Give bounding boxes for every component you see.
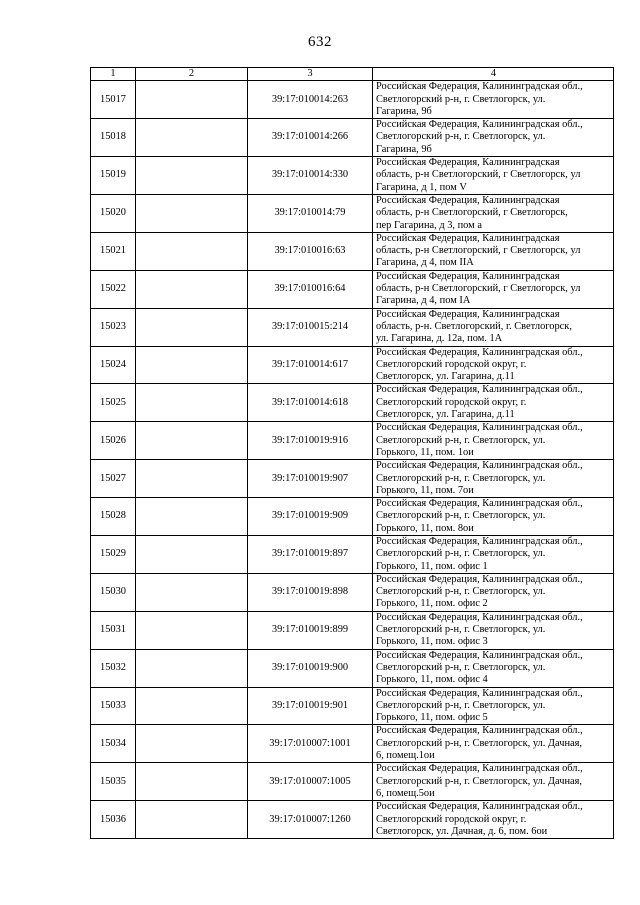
address-line: пер Гагарина, д 3, пом а: [376, 219, 482, 231]
column-2-cell: [136, 346, 248, 384]
cadastral-number-cell: 39:17:010014:266: [248, 119, 373, 157]
address-line: Российская Федерация, Калининградская обл.,: [376, 498, 583, 510]
address-cell: [373, 157, 614, 195]
address-cell: [373, 611, 614, 649]
address-line: область, р-н Светлогорский, г Светлогорск, ул: [376, 169, 581, 181]
cadastral-number-cell: 39:17:010007:1005: [248, 763, 373, 801]
row-number-cell: 15036: [91, 801, 136, 839]
row-number-cell: 15021: [91, 232, 136, 270]
table-row: [91, 460, 614, 498]
cadastral-number-cell: 39:17:010016:64: [248, 270, 373, 308]
column-2-cell: [136, 687, 248, 725]
table-row: [91, 573, 614, 611]
address-line: Светлогорский р-н, г. Светлогорск, ул.: [376, 131, 546, 143]
address-line: Российская Федерация, Калининградская обл.,: [376, 81, 583, 93]
address-line: Светлогорский р-н, г. Светлогорск, ул.: [376, 548, 546, 560]
address-line: Российская Федерация, Калининградская обл.,: [376, 460, 583, 472]
address-cell: [373, 232, 614, 270]
address-line: ул. Гагарина, д. 12а, пом. 1А: [376, 333, 503, 345]
address-line: Светлогорский р-н, г. Светлогорск, ул. Дачная,: [376, 737, 582, 749]
cadastral-number-cell: 39:17:010019:898: [248, 573, 373, 611]
table-row: [91, 81, 614, 119]
address-line: область, р-н Светлогорский, г Светлогорск,: [376, 207, 568, 219]
address-line: Горького, 11, пом. офис 1: [376, 560, 488, 572]
address-line: Российская Федерация, Калининградская обл.,: [376, 422, 583, 434]
address-cell: [373, 649, 614, 687]
row-number-cell: 15024: [91, 346, 136, 384]
table-row: [91, 232, 614, 270]
cadastral-number-cell: 39:17:010019:897: [248, 535, 373, 573]
column-2-cell: [136, 460, 248, 498]
table-row: [91, 422, 614, 460]
registry-table: [90, 67, 614, 839]
row-number-cell: 15034: [91, 725, 136, 763]
address-cell: [373, 460, 614, 498]
address-line: Светлогорский р-н, г. Светлогорск, ул.: [376, 699, 546, 711]
row-number-cell: 15022: [91, 270, 136, 308]
cadastral-number-cell: 39:17:010014:79: [248, 194, 373, 232]
cadastral-number-cell: 39:17:010007:1001: [248, 725, 373, 763]
address-line: Светлогорск, ул. Гагарина, д.11: [376, 409, 515, 421]
address-line: Светлогорский р-н, г. Светлогорск, ул.: [376, 434, 546, 446]
address-line: Светлогорск, ул. Дачная, д. 6, пом. 6ои: [376, 825, 548, 837]
address-line: Российская Федерация, Калининградская обл.,: [376, 801, 583, 813]
address-line: Светлогорский р-н, г. Светлогорск, ул.: [376, 472, 546, 484]
address-line: Российская Федерация, Калининградская обл.,: [376, 725, 583, 737]
address-line: Горького, 11, пом. офис 4: [376, 674, 488, 686]
cadastral-number-cell: 39:17:010019:909: [248, 498, 373, 536]
address-cell: [373, 384, 614, 422]
column-2-cell: [136, 119, 248, 157]
table-row: [91, 611, 614, 649]
column-2-cell: [136, 308, 248, 346]
address-line: Российская Федерация, Калининградская обл.,: [376, 573, 583, 585]
address-line: Светлогорский городской округ, г.: [376, 358, 527, 370]
table-row: [91, 194, 614, 232]
cadastral-number-cell: 39:17:010014:618: [248, 384, 373, 422]
cadastral-number-cell: 39:17:010019:916: [248, 422, 373, 460]
address-line: Горького, 11, пом. 7ои: [376, 484, 474, 496]
address-line: Гагарина, 9б: [376, 143, 432, 155]
column-2-cell: [136, 573, 248, 611]
address-line: Светлогорский р-н, г. Светлогорск, ул.: [376, 586, 546, 598]
address-line: Светлогорский р-н, г. Светлогорск, ул.: [376, 510, 546, 522]
cadastral-number-cell: 39:17:010019:899: [248, 611, 373, 649]
address-line: Российская Федерация, Калининградская обл.,: [376, 611, 583, 623]
column-4-header: 4: [373, 68, 614, 81]
column-2-cell: [136, 232, 248, 270]
address-line: Российская Федерация, Калининградская обл.,: [376, 384, 583, 396]
address-line: Горького, 11, пом. офис 2: [376, 598, 488, 610]
address-line: Гагарина, 9б: [376, 105, 432, 117]
row-number-cell: 15028: [91, 498, 136, 536]
address-cell: [373, 725, 614, 763]
address-line: Гагарина, д 4, пом IIА: [376, 257, 474, 269]
column-2-cell: [136, 649, 248, 687]
table-row: [91, 763, 614, 801]
row-number-cell: 15019: [91, 157, 136, 195]
cadastral-number-cell: 39:17:010016:63: [248, 232, 373, 270]
address-cell: [373, 119, 614, 157]
table-row: [91, 498, 614, 536]
row-number-cell: 15033: [91, 687, 136, 725]
table-row: [91, 308, 614, 346]
address-cell: [373, 81, 614, 119]
table-row: [91, 270, 614, 308]
row-number-cell: 15027: [91, 460, 136, 498]
table-row: [91, 346, 614, 384]
row-number-cell: 15025: [91, 384, 136, 422]
address-line: Российская Федерация, Калининградская обл.,: [376, 687, 583, 699]
column-2-cell: [136, 498, 248, 536]
address-line: Светлогорск, ул. Гагарина, д.11: [376, 371, 515, 383]
address-line: Гагарина, д 1, пом V: [376, 181, 467, 193]
column-2-cell: [136, 384, 248, 422]
address-cell: [373, 687, 614, 725]
column-2-cell: [136, 422, 248, 460]
row-number-cell: 15020: [91, 194, 136, 232]
address-line: область, р-н Светлогорский, г Светлогорск, ул: [376, 245, 581, 257]
row-number-cell: 15018: [91, 119, 136, 157]
column-1-header: 1: [91, 68, 136, 81]
column-3-header: 3: [248, 68, 373, 81]
column-2-cell: [136, 194, 248, 232]
address-cell: [373, 763, 614, 801]
address-line: Российская Федерация, Калининградская обл.,: [376, 346, 583, 358]
address-line: Горького, 11, пом. 8ои: [376, 522, 474, 534]
address-line: Российская Федерация, Калининградская: [376, 157, 560, 169]
address-line: Горького, 11, пом. офис 5: [376, 712, 488, 724]
address-cell: [373, 308, 614, 346]
cadastral-number-cell: 39:17:010014:263: [248, 81, 373, 119]
address-line: Российская Федерация, Калининградская обл.,: [376, 119, 583, 131]
address-line: 6, помещ.5ои: [376, 787, 435, 799]
address-line: Российская Федерация, Калининградская обл.,: [376, 763, 583, 775]
address-line: Светлогорский р-н, г. Светлогорск, ул.: [376, 93, 546, 105]
column-2-cell: [136, 270, 248, 308]
table-row: [91, 384, 614, 422]
cadastral-number-cell: 39:17:010019:900: [248, 649, 373, 687]
row-number-cell: 15031: [91, 611, 136, 649]
table-row: [91, 157, 614, 195]
cadastral-number-cell: 39:17:010014:330: [248, 157, 373, 195]
cadastral-number-cell: 39:17:010007:1260: [248, 801, 373, 839]
row-number-cell: 15030: [91, 573, 136, 611]
table-row: [91, 649, 614, 687]
address-cell: [373, 194, 614, 232]
row-number-cell: 15035: [91, 763, 136, 801]
cadastral-number-cell: 39:17:010019:901: [248, 687, 373, 725]
column-2-cell: [136, 535, 248, 573]
row-number-cell: 15017: [91, 81, 136, 119]
address-line: Светлогорский р-н, г. Светлогорск, ул.: [376, 661, 546, 673]
column-number-header-row: [91, 68, 614, 81]
row-number-cell: 15026: [91, 422, 136, 460]
column-2-cell: [136, 611, 248, 649]
cadastral-number-cell: 39:17:010014:617: [248, 346, 373, 384]
address-line: Светлогорский р-н, г. Светлогорск, ул. Дачная,: [376, 775, 582, 787]
column-2-cell: [136, 81, 248, 119]
address-line: Российская Федерация, Калининградская: [376, 308, 560, 320]
address-line: область, р-н Светлогорский, г Светлогорск, ул: [376, 283, 581, 295]
address-cell: [373, 422, 614, 460]
address-line: Горького, 11, пом. 1ои: [376, 446, 474, 458]
table-row: [91, 801, 614, 839]
column-2-cell: [136, 763, 248, 801]
page-number: 632: [308, 34, 332, 50]
cadastral-number-cell: 39:17:010019:907: [248, 460, 373, 498]
table-row: [91, 687, 614, 725]
address-line: 6, помещ.1ои: [376, 750, 435, 762]
column-2-cell: [136, 725, 248, 763]
column-2-cell: [136, 157, 248, 195]
address-line: Российская Федерация, Калининградская: [376, 232, 560, 244]
address-cell: [373, 573, 614, 611]
column-2-cell: [136, 801, 248, 839]
address-line: Российская Федерация, Калининградская: [376, 194, 560, 206]
address-line: Светлогорский городской округ, г.: [376, 396, 527, 408]
row-number-cell: 15029: [91, 535, 136, 573]
table-row: [91, 535, 614, 573]
table-row: [91, 119, 614, 157]
cadastral-number-cell: 39:17:010015:214: [248, 308, 373, 346]
address-cell: [373, 535, 614, 573]
table-row: [91, 725, 614, 763]
address-cell: [373, 498, 614, 536]
address-line: Российская Федерация, Калининградская обл.,: [376, 649, 583, 661]
address-line: Светлогорский р-н, г. Светлогорск, ул.: [376, 624, 546, 636]
address-line: Гагарина, д 4, пом IА: [376, 295, 471, 307]
column-2-header: 2: [136, 68, 248, 81]
address-line: Российская Федерация, Калининградская: [376, 270, 560, 282]
address-cell: [373, 346, 614, 384]
address-line: Горького, 11, пом. офис 3: [376, 636, 488, 648]
registry-table-body: [91, 68, 614, 839]
address-line: область, р-н. Светлогорский, г. Светлогорск,: [376, 320, 572, 332]
address-cell: [373, 801, 614, 839]
address-cell: [373, 270, 614, 308]
row-number-cell: 15032: [91, 649, 136, 687]
row-number-cell: 15023: [91, 308, 136, 346]
address-line: Российская Федерация, Калининградская обл.,: [376, 535, 583, 547]
address-line: Светлогорский городской округ, г.: [376, 813, 527, 825]
